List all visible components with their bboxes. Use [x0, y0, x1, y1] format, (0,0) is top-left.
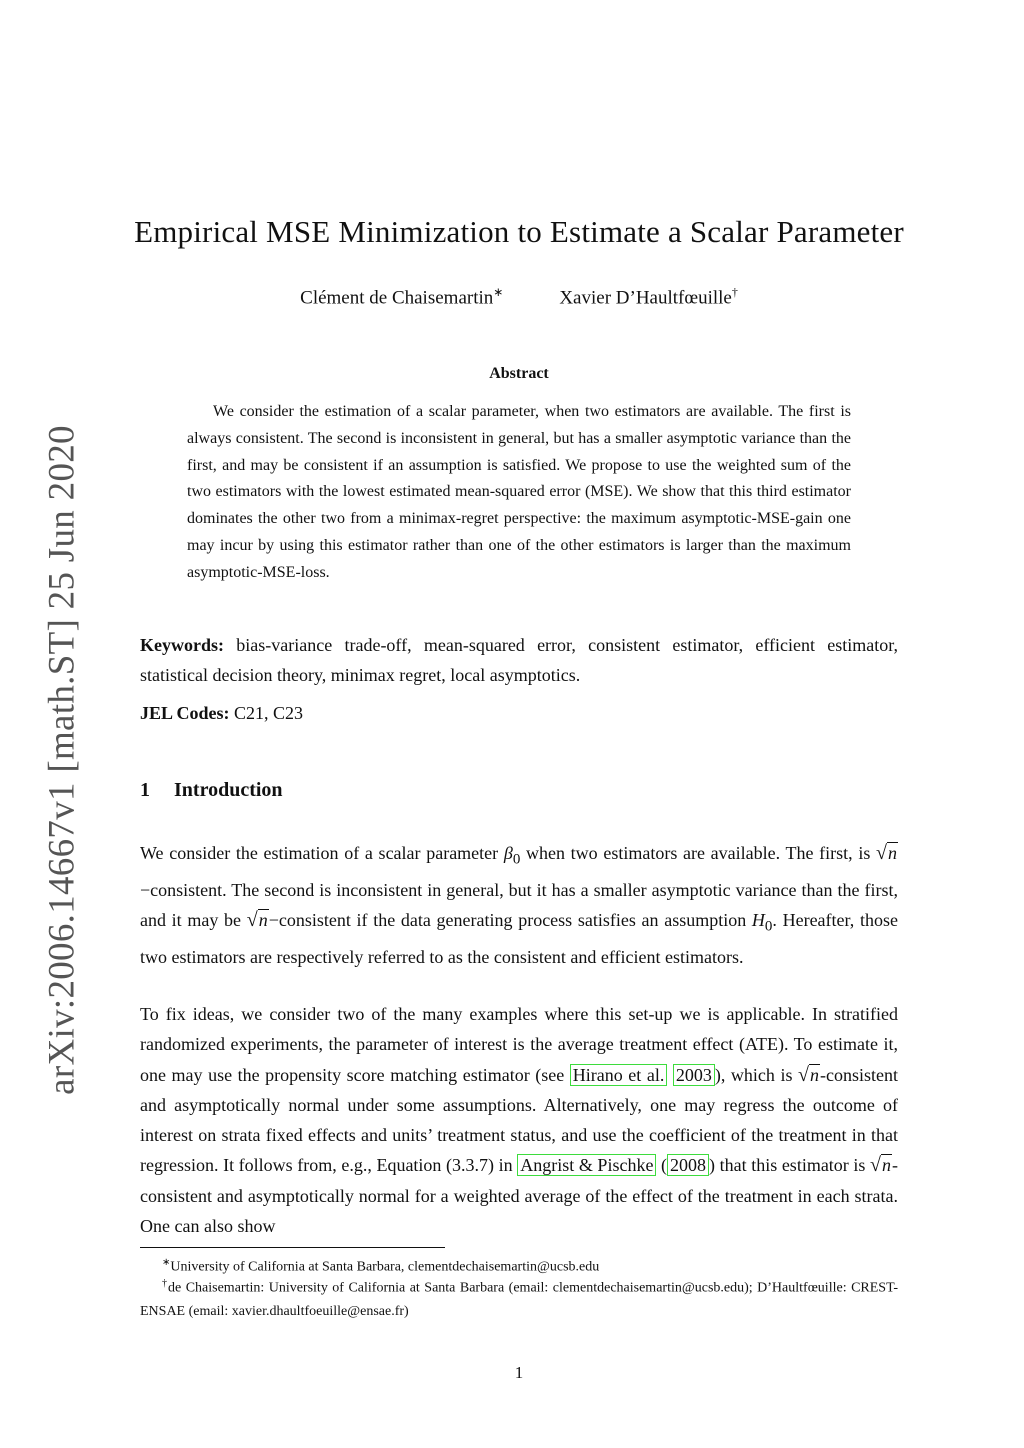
- page-number: 1: [514, 1363, 524, 1382]
- author-2: Xavier D’Haultfœuille†: [559, 285, 738, 309]
- citation-angrist[interactable]: Angrist & Pischke: [517, 1154, 656, 1176]
- keywords-label: Keywords:: [140, 635, 224, 655]
- citation-hirano-year[interactable]: 2003: [673, 1064, 715, 1086]
- sqrt-n-symbol: √n: [246, 909, 268, 932]
- author-1: Clément de Chaisemartin∗: [300, 285, 504, 309]
- abstract-body: We consider the estimation of a scalar parameter, when two estimators are available. The first is always consistent. The second is inconsistent in general, but has a smaller asymptotic variance than the first, and may be consistent if an assumption is satisfied. We propose to use the weighted sum of the two estimators with the lowest estimated mean-squared error (MSE). We show that this third estimator dominates the other two from a minimax-regret perspective: the maximum asymptotic-MSE-gain one may incur by using this estimator rather than one of the other estimators is larger than the maximum asymptotic-MSE-loss.: [187, 403, 851, 581]
- jel-label: JEL Codes:: [140, 703, 230, 723]
- footnote-2: †de Chaisemartin: University of California at Santa Barbara (email: clementdechaisemartin@ucsb.edu); D’Haultfœuille: CREST-ENSAE (email: xavier.dhaultfoeuille@ensae.fr): [140, 1278, 899, 1319]
- keywords-text: bias-variance trade-off, mean-squared error, consistent estimator, efficient estimator, statistical decision theory, minimax regret, local asymptotics.: [140, 635, 899, 685]
- abstract-heading: Abstract: [489, 365, 549, 382]
- footnote-1: ∗University of California at Santa Barbara, clementdechaisemartin@ucsb.edu: [162, 1257, 600, 1275]
- arxiv-identifier[interactable]: arXiv:2006.14667v1 [math.ST] 25 Jun 2020: [41, 425, 83, 1095]
- footnote-rule: [140, 1247, 445, 1248]
- section-heading: [140, 779, 283, 802]
- sqrt-n-symbol: √n: [798, 1063, 820, 1086]
- citation-hirano[interactable]: Hirano et al.: [570, 1064, 668, 1086]
- intro-paragraph-2: To fix ideas, we consider two of the many examples where this set-up we is applicable. In stratified randomized experiments, the parameter of interest is the average treatment effect (ATE). To estimate it, one may use the propensity score matching estimator (see Hirano et al. 2003 ), which is √n-consistent and asymptotically normal under some assumptions. Alternatively, one may regress the outcome of interest on strata fixed effects and units’ treatment status, and use the coefficient of the treatment in that regression. It follows from, e.g., Equation (3.3.7) in Angrist & Pischke ( 2008 ) that this estimator is √n-consistent and asymptotically normal for a weighted average of the effect of the treatment in each strata. One can also show: [140, 1004, 899, 1237]
- sqrt-n-symbol: √n: [870, 1154, 891, 1177]
- jel-text: C21, C23: [234, 703, 304, 723]
- jel-codes: [140, 703, 303, 724]
- intro-paragraph-1: We consider the estimation of a scalar parameter $\beta_0$ when two estimators are available. The first, is √n−consistent. The second is inconsistent in general, but it has a smaller asymptotic variance than the first, and it may be √n−consistent if the data generating process satisfies an assumption $H_0$. Hereafter, those two estimators are respectively referred to as the consistent and efficient estimators.: [140, 838, 898, 972]
- sqrt-n-symbol: √n: [876, 842, 898, 864]
- section-title: Introduction: [174, 779, 283, 801]
- citation-angrist-year[interactable]: 2008: [667, 1154, 709, 1176]
- section-number: 1: [140, 779, 150, 801]
- paper-title: Empirical MSE Minimization to Estimate a Scalar Parameter: [134, 214, 904, 249]
- keywords: [140, 630, 898, 690]
- author-list: [140, 285, 898, 309]
